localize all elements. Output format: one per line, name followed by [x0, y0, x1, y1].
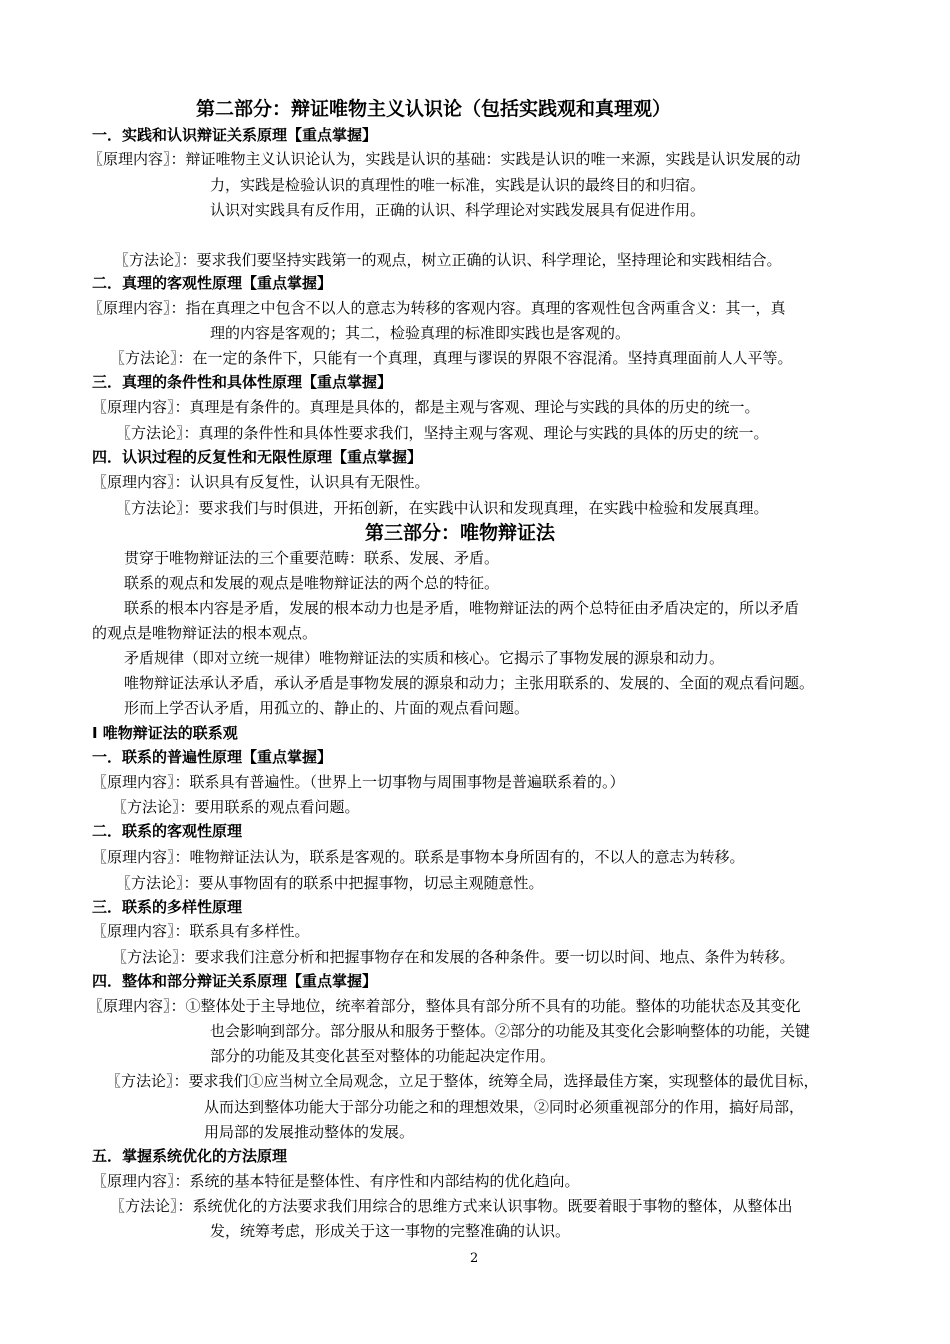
intro-paragraph-cont: 的观点是唯物辩证法的根本观点。	[92, 624, 318, 642]
part3-title: 第三部分：唯物辩证法	[365, 522, 556, 544]
methodology-cont: 发，统筹考虑，形成关于这一事物的完整准确的认识。	[210, 1222, 571, 1240]
page-number: 2	[470, 1251, 479, 1266]
section-heading: 一．联系的普遍性原理【重点掌握】	[92, 748, 333, 766]
intro-paragraph: 形而上学否认矛盾，用孤立的、静止的、片面的观点看问题。	[124, 699, 530, 717]
subpart-heading: Ⅰ 唯物辩证法的联系观	[92, 724, 238, 742]
principle-content: 〖原理内容〗：指在真理之中包含不以人的意志为转移的客观内容。真理的客观性包含两重含义：其一，真	[88, 299, 786, 317]
principle-content-cont: 认识对实践具有反作用，正确的认识、科学理论对实践发展具有促进作用。	[210, 201, 706, 219]
principle-content: 〖原理内容〗：联系具有多样性。	[92, 922, 310, 940]
principle-content-cont: 部分的功能及其变化甚至对整体的功能起决定作用。	[210, 1047, 556, 1065]
methodology-cont: 从而达到整体功能大于部分功能之和的理想效果，②同时必须重视部分的作用，搞好局部，	[204, 1098, 805, 1116]
principle-content: 〖原理内容〗：辩证唯物主义认识论认为，实践是认识的基础：实践是认识的唯一来源，实践是认识发展的动	[88, 150, 801, 168]
methodology: 〖方法论〗：要用联系的观点看问题。	[112, 798, 360, 816]
part2-title: 第二部分：辩证唯物主义认识论（包括实践观和真理观）	[196, 98, 672, 120]
methodology: 〖方法论〗：真理的条件性和具体性要求我们，坚持主观与客观、理论与实践的具体的历史的统一。	[116, 424, 769, 442]
section-heading: 三．真理的条件性和具体性原理【重点掌握】	[92, 373, 393, 391]
methodology: 〖方法论〗：要求我们要坚持实践第一的观点，树立正确的认识、科学理论，坚持理论和实践相结合。	[114, 251, 782, 269]
principle-content: 〖原理内容〗：认识具有反复性，认识具有无限性。	[92, 473, 430, 491]
methodology: 〖方法论〗：要求我们①应当树立全局观念，立足于整体，统筹全局，选择最佳方案，实现整体的最优目标，	[106, 1072, 819, 1090]
principle-content: 〖原理内容〗：联系具有普遍性。（世界上一切事物与周围事物是普遍联系着的。）	[92, 773, 625, 791]
methodology-cont: 用局部的发展推动整体的发展。	[204, 1123, 415, 1141]
intro-paragraph: 唯物辩证法承认矛盾，承认矛盾是事物发展的源泉和动力；主张用联系的、发展的、全面的观点看问题。	[124, 674, 815, 692]
section-heading: 五．掌握系统优化的方法原理	[92, 1147, 288, 1165]
intro-paragraph: 贯穿于唯物辩证法的三个重要范畴：联系、发展、矛盾。	[124, 549, 500, 567]
section-heading: 四．认识过程的反复性和无限性原理【重点掌握】	[92, 448, 423, 466]
principle-content: 〖原理内容〗：唯物辩证法认为，联系是客观的。联系是事物本身所固有的，不以人的意志为转移。	[92, 848, 745, 866]
section-heading: 二．联系的客观性原理	[92, 822, 243, 840]
principle-content: 〖原理内容〗：①整体处于主导地位，统率着部分，整体具有部分所不具有的功能。整体的功能状态及其变化	[88, 997, 801, 1015]
methodology: 〖方法论〗：在一定的条件下，只能有一个真理，真理与谬误的界限不容混淆。坚持真理面前人人平等。	[110, 349, 793, 367]
intro-paragraph: 联系的根本内容是矛盾，发展的根本动力也是矛盾，唯物辩证法的两个总特征由矛盾决定的，所以矛盾	[124, 599, 800, 617]
methodology: 〖方法论〗：系统优化的方法要求我们用综合的思维方式来认识事物。既要着眼于事物的整体，从整体出	[110, 1197, 793, 1215]
principle-content: 〖原理内容〗：真理是有条件的。真理是具体的，都是主观与客观、理论与实践的具体的历史的统一。	[92, 398, 760, 416]
principle-content-cont: 理的内容是客观的；其二，检验真理的标准即实践也是客观的。	[210, 324, 631, 342]
section-heading: 一．实践和认识辩证关系原理【重点掌握】	[92, 126, 378, 144]
section-heading: 三．联系的多样性原理	[92, 898, 243, 916]
principle-content: 〖原理内容〗：系统的基本特征是整体性、有序性和内部结构的优化趋向。	[92, 1172, 580, 1190]
principle-content-cont: 力，实践是检验认识的真理性的唯一标准，实践是认识的最终目的和归宿。	[210, 176, 706, 194]
principle-content-cont: 也会影响到部分。部分服从和服务于整体。②部分的功能及其变化会影响整体的功能，关键	[210, 1022, 811, 1040]
methodology: 〖方法论〗：要求我们与时俱进，开拓创新，在实践中认识和发现真理，在实践中检验和发展真理。	[116, 499, 769, 517]
section-heading: 二．真理的客观性原理【重点掌握】	[92, 274, 333, 292]
section-heading: 四．整体和部分辩证关系原理【重点掌握】	[92, 972, 378, 990]
intro-paragraph: 矛盾规律（即对立统一规律）唯物辩证法的实质和核心。它揭示了事物发展的源泉和动力。	[124, 649, 725, 667]
methodology: 〖方法论〗：要求我们注意分析和把握事物存在和发展的各种条件。要一切以时间、地点、条件为转移。	[112, 948, 795, 966]
intro-paragraph: 联系的观点和发展的观点是唯物辩证法的两个总的特征。	[124, 574, 500, 592]
methodology: 〖方法论〗：要从事物固有的联系中把握事物，切忌主观随意性。	[116, 874, 544, 892]
